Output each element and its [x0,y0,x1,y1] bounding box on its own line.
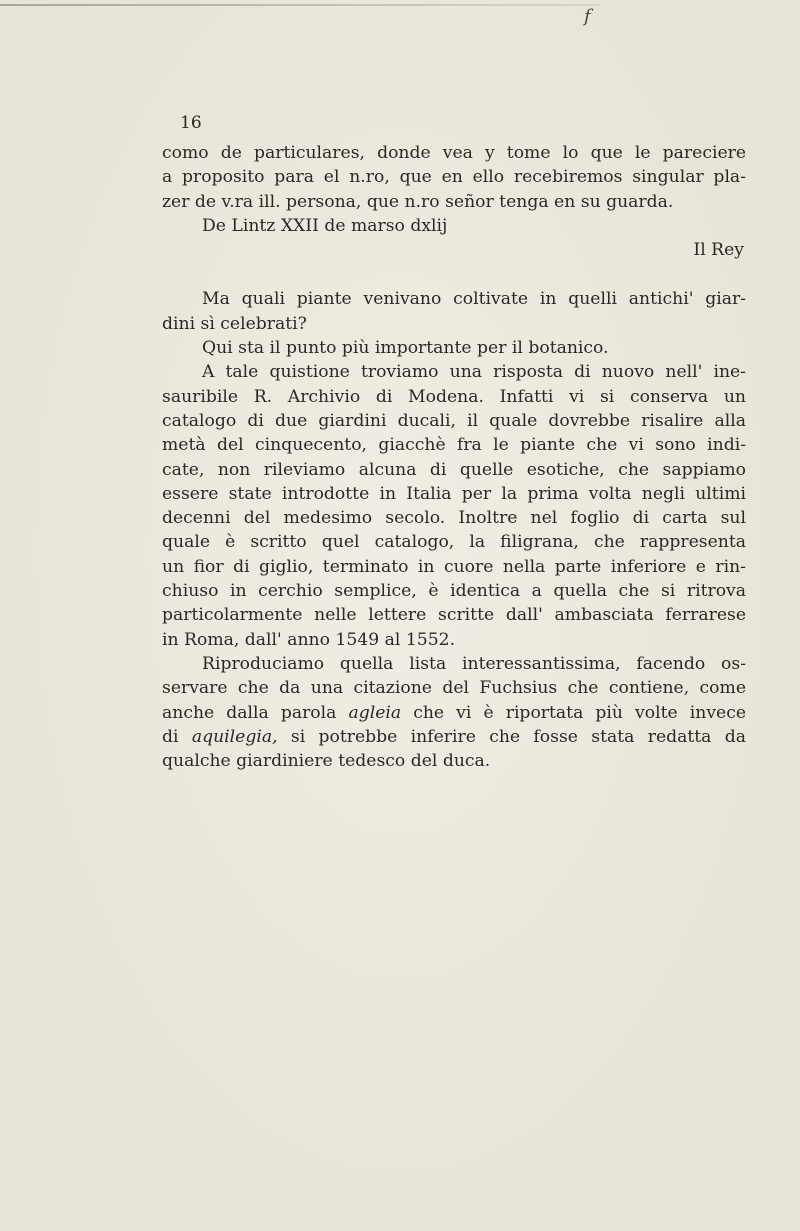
body-line: chiuso in cerchio semplice, è identica a quella che si ritrova [162,581,746,602]
body-line: essere state introdotte in Italia per la prima volta negli ultimi [162,483,746,504]
body-line: Qui sta il punto più importante per il botanico. [202,338,609,359]
body-line-with-italic [162,725,746,749]
italic-term-aquilegia: aquilegia, [191,726,278,747]
letter-line: zer de v.ra ill. persona, que n.ro señor tenga en su guarda. [162,191,674,212]
letter-dateline: De Lintz XXII de marso dxlij [202,215,448,236]
body-line: decenni del medesimo secolo. Inoltre nel foglio di carta sul [162,508,746,529]
paragraph-gap [162,262,746,287]
body-line: catalogo di due giardini ducali, il quale dovrebbe risalire alla [162,410,746,431]
body-line-with-italic [162,701,746,725]
body-line: Ma quali piante venivano coltivate in quelli antichi' giar- [202,289,746,310]
letter-line: como de particulares, donde vea y tome lo que le pareciere [162,143,746,163]
body-line: quale è scritto quel catalogo, la filigrana, che rappresenta [162,532,746,553]
text-run: si potrebbe inferire che fosse stata redatta da [277,726,747,747]
text-block [162,141,746,773]
body-line: un fior di giglio, terminato in cuore nella parte inferiore e rin- [162,556,746,577]
body-line: dini sì celebrati? [162,313,307,334]
top-edge-rule [0,4,600,6]
text-run: di [162,726,192,747]
letter-signature: Il Rey [693,240,744,261]
body-line: servare che da una citazione del Fuchsius che contiene, come [162,678,746,699]
body-line: sauribile R. Archivio di Modena. Infatti vi si conserva un [162,386,746,407]
text-run: anche dalla parola [162,702,349,723]
text-run: che vi è riportata più volte invece [401,702,747,723]
italic-term-agleia: agleia [348,702,402,723]
body-line: in Roma, dall' anno 1549 al 1552. [162,629,456,650]
body-line: qualche giardiniere tedesco del duca. [162,751,491,772]
letter-line: a proposito para el n.ro, que en ello recebiremos singular pla- [162,167,746,188]
page-number: 16 [180,113,202,133]
body-line: cate, non rileviamo alcuna di quelle esotiche, che sappiamo [162,459,746,480]
body-line: A tale quistione troviamo una risposta di nuovo nell' ine- [202,362,746,383]
corner-mark: f [584,6,591,27]
body-line: particolarmente nelle lettere scritte dall' ambasciata ferrarese [162,605,746,626]
body-line: metà del cinquecento, giacchè fra le piante che vi sono indi- [162,435,746,456]
body-line: Riproduciamo quella lista interessantissima, facendo os- [202,653,746,674]
